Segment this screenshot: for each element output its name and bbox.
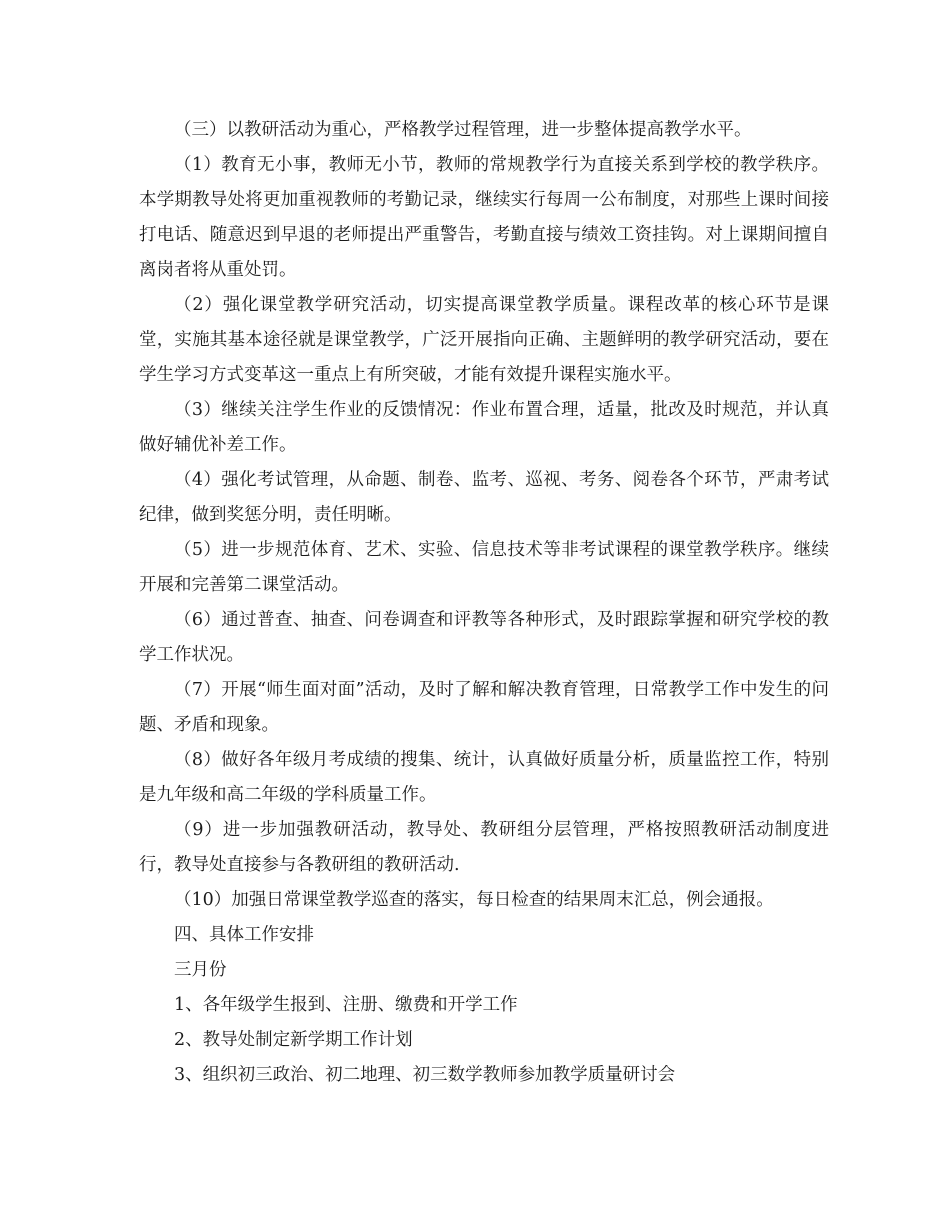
item-6-paragraph: （6）通过普查、抽查、问卷调查和评教等各种形式，及时跟踪掌握和研究学校的教学工作状况。	[139, 610, 829, 665]
schedule-item-3: 3、组织初三政治、初二地理、初三数学教师参加教学质量研讨会	[174, 1065, 676, 1085]
schedule-item-2: 2、教导处制定新学期工作计划	[174, 1030, 413, 1050]
schedule-item-1: 1、各年级学生报到、注册、缴费和开学工作	[174, 995, 518, 1015]
document-body	[139, 113, 829, 1093]
item-9-paragraph: （9）进一步加强教研活动，教导处、教研组分层管理，严格按照教研活动制度进行，教导处直接参与各教研组的教研活动.	[139, 820, 829, 875]
item-1-paragraph: （1）教育无小事，教师无小节，教师的常规教学行为直接关系到学校的教学秩序。本学期教导处将更加重视教师的考勤记录，继续实行每周一公布制度，对那些上课时间接打电话、随意迟到早退的老师提出严重警告，考勤直接与绩效工资挂钩。对上课期间擅自离岗者将从重处罚。	[139, 155, 829, 280]
item-8-paragraph: （8）做好各年级月考成绩的搜集、统计，认真做好质量分析，质量监控工作，特别是九年级和高二年级的学科质量工作。	[139, 750, 829, 805]
item-10-paragraph: （10）加强日常课堂教学巡查的落实，每日检查的结果周末汇总，例会通报。	[174, 890, 774, 910]
item-2-paragraph: （2）强化课堂教学研究活动，切实提高课堂教学质量。课程改革的核心环节是课堂，实施其基本途径就是课堂教学，广泛开展指向正确、主题鲜明的教学研究活动，要在学生学习方式变革这一重点上有所突破，才能有效提升课程实施水平。	[139, 295, 829, 385]
item-7-paragraph: （7）开展“师生面对面”活动，及时了解和解决教育管理，日常教学工作中发生的问题、矛盾和现象。	[139, 680, 829, 735]
section-heading-4: 四、具体工作安排	[174, 925, 314, 945]
section-heading-3: （三）以教研活动为重心，严格教学过程管理，进一步整体提高教学水平。	[174, 120, 752, 140]
month-heading: 三月份	[174, 960, 227, 980]
item-5-paragraph: （5）进一步规范体育、艺术、实验、信息技术等非考试课程的课堂教学秩序。继续开展和完善第二课堂活动。	[139, 540, 829, 595]
item-3-paragraph: （3）继续关注学生作业的反馈情况：作业布置合理，适量，批改及时规范，并认真做好辅优补差工作。	[139, 400, 829, 455]
item-4-paragraph: （4）强化考试管理，从命题、制卷、监考、巡视、考务、阅卷各个环节，严肃考试纪律，做到奖惩分明，责任明晰。	[139, 470, 829, 525]
